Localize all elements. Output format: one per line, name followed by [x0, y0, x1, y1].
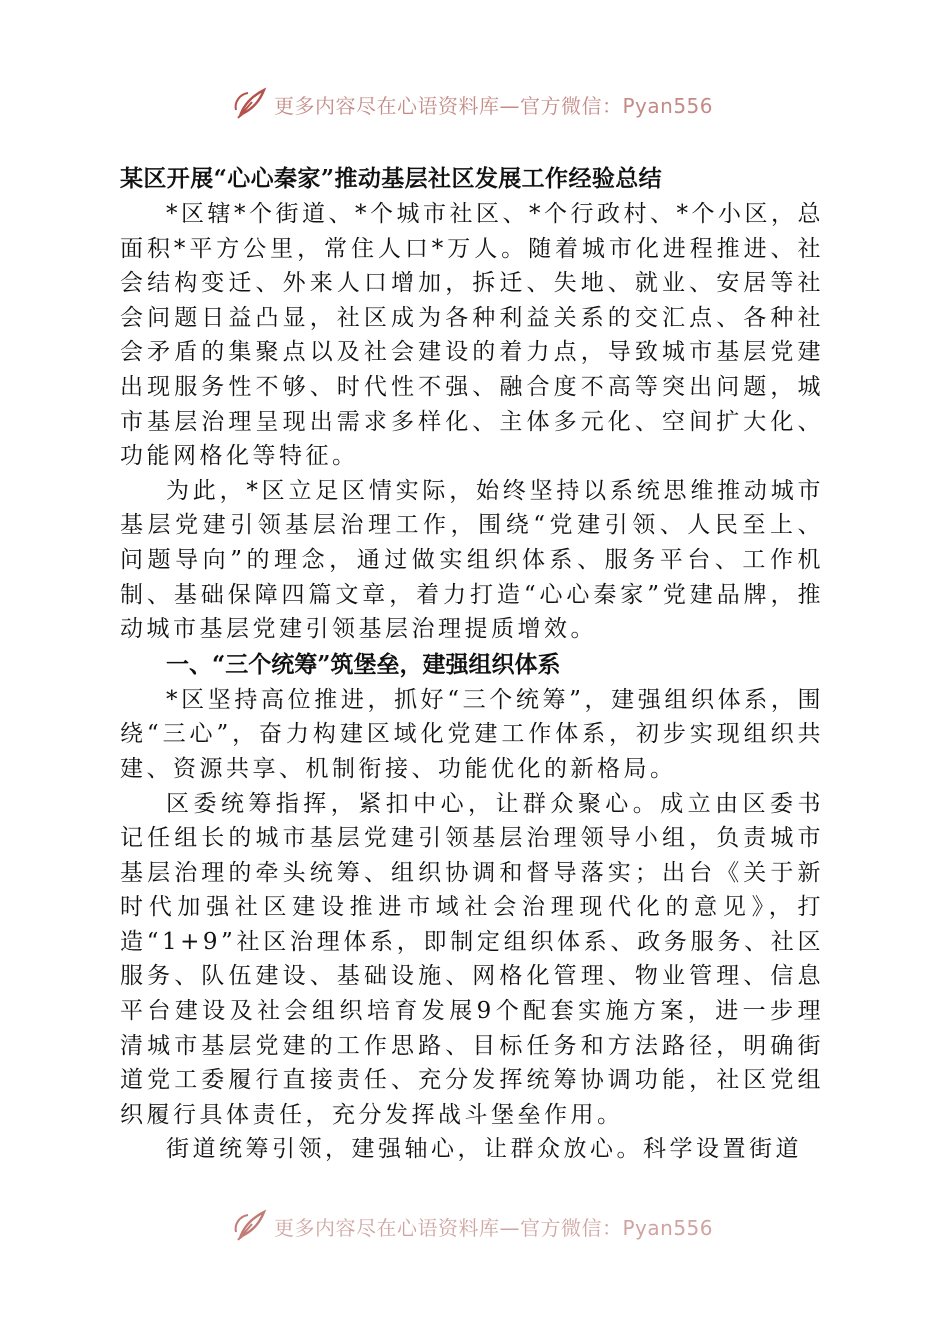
feather-pen-logo-icon — [232, 86, 268, 122]
body-paragraph: *区坚持高位推进，抓好“三个统筹”，建强组织体系，围绕“三心”，奋力构建区域化党建工作体系，初步实现组织共建、资源共享、机制衔接、功能优化的新格局。 — [120, 686, 824, 782]
watermark-banner-bottom — [232, 1206, 713, 1246]
section-heading: 一、“三个统筹”筑堡垒，建强组织体系 — [166, 650, 561, 678]
watermark-text: 更多内容尽在心语资料库—官方微信：Pyan556 — [274, 93, 714, 118]
document-title: 某区开展“心心秦家”推动基层社区发展工作经验总结 — [120, 165, 663, 192]
body-paragraph: 为此，*区立足区情实际，始终坚持以系统思维推动城市基层党建引领基层治理工作，围绕“党建引领、人民至上、问题导向”的理念，通过做实组织体系、服务平台、工作机制、基础保障四篇文章，着力打造“心心秦家”党建品牌，推动城市基层党建引领基层治理提质增效。 — [120, 477, 824, 643]
document-body — [120, 161, 824, 1167]
watermark-text: 更多内容尽在心语资料库—官方微信：Pyan556 — [274, 1215, 714, 1240]
body-paragraph: 区委统筹指挥，紧扣中心，让群众聚心。成立由区委书记任组长的城市基层党建引领基层治理领导小组，负责城市基层治理的牵头统筹、组织协调和督导落实；出台《关于新时代加强社区建设推进市域社会治理现代化的意见》，打造“1+9”社区治理体系，即制定组织体系、政务服务、社区服务、队伍建设、基础设施、网格化管理、物业管理、信息平台建设及社会组织培育发展9个配套实施方案，进一步理清城市基层党建的工作思路、目标任务和方法路径，明确街道党工委履行直接责任、充分发挥统筹协调功能，社区党组织履行具体责任，充分发挥战斗堡垒作用。 — [120, 790, 824, 1128]
body-paragraph: *区辖*个街道、*个城市社区、*个行政村、*个小区，总面积*平方公里，常住人口*万人。随着城市化进程推进、社会结构变迁、外来人口增加，拆迁、失地、就业、安居等社会问题日益凸显，社区成为各种利益关系的交汇点、各种社会矛盾的集聚点以及社会建设的着力点，导致城市基层党建出现服务性不够、时代性不强、融合度不高等突出问题，城市基层治理呈现出需求多样化、主体多元化、空间扩大化、功能网格化等特征。 — [120, 201, 824, 470]
watermark-banner-top — [232, 84, 713, 124]
body-paragraph: 街道统筹引领，建强轴心，让群众放心。科学设置街道 — [166, 1136, 802, 1163]
feather-pen-logo-icon — [232, 1208, 268, 1244]
